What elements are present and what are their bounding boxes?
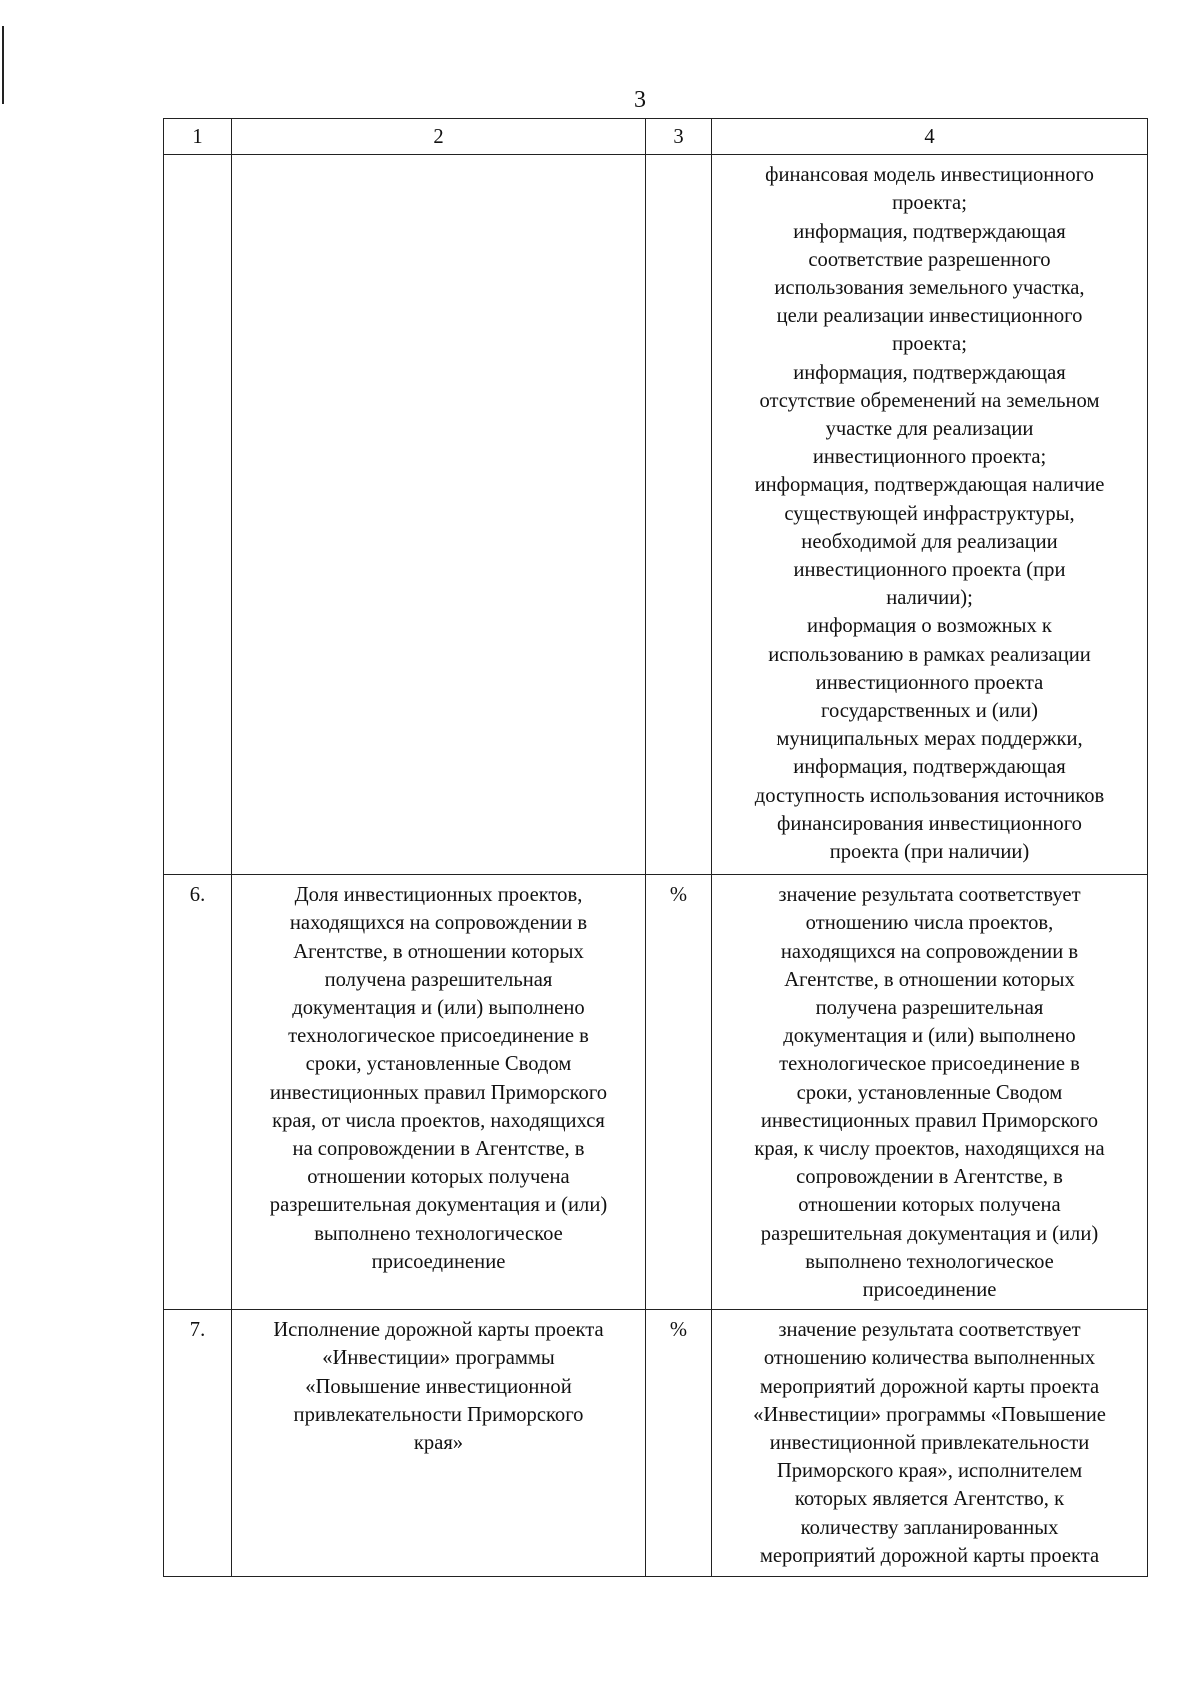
text-line: сроки, установленные Сводом [305, 1053, 572, 1076]
text-line: края» [413, 1432, 464, 1455]
text-line: муниципальных мерах поддержки, [776, 728, 1083, 751]
table-row [164, 875, 1148, 1310]
text-line: соответствие разрешенного [808, 248, 1051, 271]
text-line: присоединение [371, 1250, 506, 1273]
text-line: инвестиционных правил Приморского [760, 1109, 1099, 1132]
text-line: использованию в рамках реализации [768, 643, 1091, 666]
text-line: Агентстве, в отношении которых [293, 940, 584, 963]
text-line: мероприятий дорожной карты проекта [759, 1375, 1100, 1398]
text-line: края, к числу проектов, находящихся на [754, 1138, 1105, 1161]
page-number: 3 [634, 87, 646, 113]
header-col-3: 3 [646, 119, 712, 155]
text-line: информация, подтверждающая [793, 756, 1066, 779]
row-number [164, 155, 232, 875]
text-line: технологическое присоединение в [779, 1053, 1080, 1076]
text-line: инвестиционного проекта (при [793, 559, 1066, 582]
indicator-name [232, 155, 646, 875]
text-line: разрешительная документация и (или) [760, 1222, 1099, 1245]
text-line: которых является Агентство, к [794, 1488, 1065, 1511]
text-line: отношению количества выполненных [763, 1347, 1096, 1370]
text-line: инвестиционного проекта; [812, 446, 1047, 469]
text-line: технологическое присоединение в [288, 1025, 589, 1048]
indicator-table [163, 118, 1148, 1577]
text-line: края, от числа проектов, находящихся [272, 1109, 605, 1132]
text-line: получена разрешительная [324, 968, 553, 991]
text-line: находящихся на сопровождении в [780, 940, 1079, 963]
text-line: значение результата соответствует [778, 1319, 1081, 1342]
text-line: информация о возможных к [807, 615, 1052, 638]
text-line: присоединение [862, 1279, 997, 1302]
text-line: Приморского края», исполнителем [776, 1460, 1083, 1483]
text-line: документация и (или) выполнено [292, 997, 585, 1020]
text-line: отсутствие обременений на земельном [759, 389, 1100, 412]
text-line: государственных и (или) [821, 700, 1038, 723]
text-line: документация и (или) выполнено [783, 1025, 1076, 1048]
text-line: отношению числа проектов, [805, 912, 1054, 935]
indicator-description [712, 1310, 1148, 1577]
text-line: разрешительная документация и (или) [269, 1194, 608, 1217]
text-line: существующей инфраструктуры, [784, 502, 1075, 525]
indicator-description [712, 875, 1148, 1310]
text-line: «Инвестиции» программы «Повышение [753, 1403, 1106, 1426]
unit: % [646, 875, 712, 1310]
text-line: Агентстве, в отношении которых [784, 968, 1075, 991]
row-number: 6. [164, 875, 232, 1310]
text-line: отношении которых получена [798, 1194, 1061, 1217]
text-line: мероприятий дорожной карты проекта [759, 1544, 1100, 1567]
table-header-row [164, 119, 1148, 155]
text-line: значение результата соответствует [778, 884, 1081, 907]
text-line: наличии); [886, 587, 973, 610]
text-line: привлекательности Приморского [293, 1403, 584, 1426]
text-line: Исполнение дорожной карты проекта [273, 1319, 604, 1342]
text-line: проекта; [892, 192, 967, 215]
text-line: использования земельного участка, [774, 277, 1085, 300]
text-line: сроки, установленные Сводом [796, 1081, 1063, 1104]
text-line: финансирования инвестиционного [777, 812, 1082, 835]
text-line: находящихся на сопровождении в [289, 912, 588, 935]
indicator-name [232, 875, 646, 1310]
header-col-2: 2 [232, 119, 646, 155]
text-line: информация, подтверждающая [793, 220, 1066, 243]
text-line: участке для реализации [825, 418, 1034, 441]
indicator-name [232, 1310, 646, 1577]
indicator-description [712, 155, 1148, 875]
text-line: инвестиционных правил Приморского [269, 1081, 608, 1104]
table-row [164, 155, 1148, 875]
text-line: информация, подтверждающая наличие [754, 474, 1105, 497]
unit [646, 155, 712, 875]
text-line: Доля инвестиционных проектов, [294, 884, 583, 907]
text-line: выполнено технологическое [805, 1250, 1054, 1273]
text-line: проекта (при наличии) [829, 841, 1030, 864]
unit: % [646, 1310, 712, 1577]
text-line: отношении которых получена [307, 1166, 570, 1189]
header-col-4: 4 [712, 119, 1148, 155]
header-col-1: 1 [164, 119, 232, 155]
text-line: инвестиционного проекта [815, 671, 1044, 694]
text-line: количеству запланированных [800, 1516, 1059, 1539]
table-row [164, 1310, 1148, 1577]
text-line: получена разрешительная [815, 997, 1044, 1020]
text-line: информация, подтверждающая [793, 361, 1066, 384]
text-line: финансовая модель инвестиционного [765, 164, 1094, 187]
text-line: на сопровождении в Агентстве, в [292, 1138, 585, 1161]
text-line: необходимой для реализации [801, 530, 1058, 553]
text-line: доступность использования источников [754, 784, 1105, 807]
row-number: 7. [164, 1310, 232, 1577]
text-line: выполнено технологическое [314, 1222, 563, 1245]
text-line: проекта; [892, 333, 967, 356]
text-line: цели реализации инвестиционного [776, 305, 1083, 328]
text-line: сопровождении в Агентстве, в [796, 1166, 1063, 1189]
text-line: «Повышение инвестиционной [305, 1375, 572, 1398]
text-line: инвестиционной привлекательности [769, 1432, 1090, 1455]
text-line: «Инвестиции» программы [322, 1347, 555, 1370]
